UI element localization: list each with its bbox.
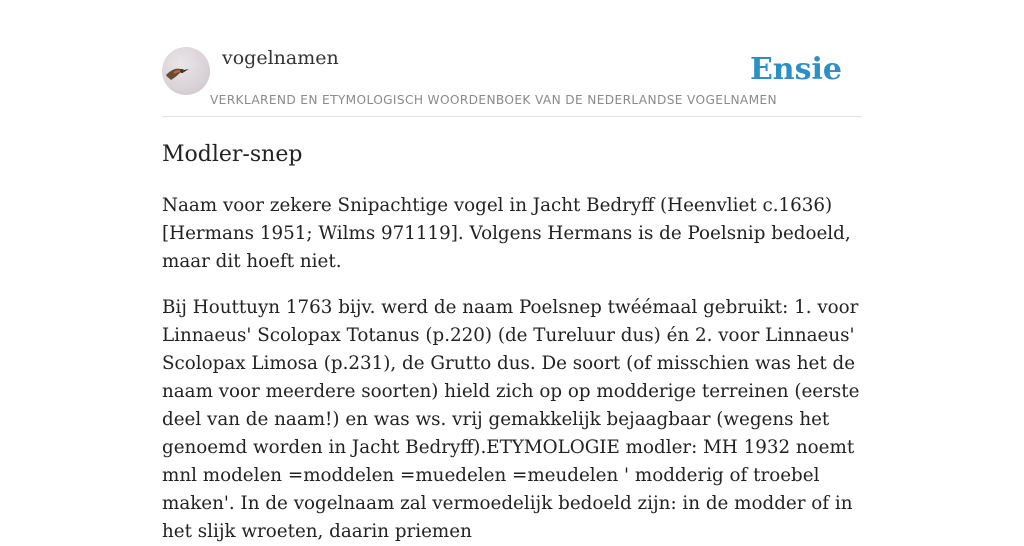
entry-paragraph-1: Naam voor zekere Snipachtige vogel in Jacht Bedryff (Heenvliet c.1636) [Hermans 1951; Wilms 971119]. Volgens Hermans is de Poelsnip bedoeld, maar dit hoeft niet. [162,195,851,272]
entry-paragraph-2: Bij Houttuyn 1763 bijv. werd de naam Poelsnep twéémaal gebruikt: 1. voor Linnaeus' Scolopax Totanus (p.220) (de Tureluur dus) én 2. voor Linnaeus' Scolopax Limosa (p.231), de Grutto dus. De soort (of misschien was het de naam voor meerdere soorten) hield zich op op modderige terreinen (eerste deel van de naam!) en was ws. vrij gemakkelijk bejaagbaar (wegens het genoemd worden in Jacht Bedryff).ETYMOLOGIE modler: MH 1932 noemt mnl modelen =moddelen =muedelen =meudelen ' modderig of troebel maken'. In de vogelnaam zal vermoedelijk bedoeld zijn: in de modder of in het slijk wroeten, daarin priemen [162,297,860,542]
site-subtitle: VERKLAREND EN ETYMOLOGISCH WOORDENBOEK VAN DE NEDERLANDSE VOGELNAMEN [210,93,777,107]
site-name[interactable]: vogelnamen [222,47,339,69]
site-header [162,46,862,117]
avatar[interactable] [162,47,210,95]
entry-content [162,140,862,546]
entry-title: Modler-snep [162,142,303,167]
ensie-logo-link[interactable]: Ensie [749,52,842,87]
bird-photo-icon [162,47,210,95]
